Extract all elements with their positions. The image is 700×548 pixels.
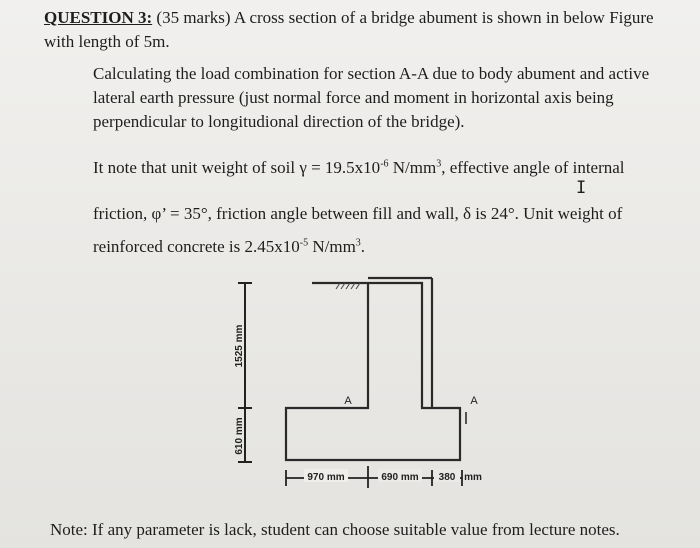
concrete-unit-exponent: 3 (355, 237, 361, 249)
dim-label-970: 970 mm (307, 472, 345, 483)
dim-label-unit: mm (464, 472, 482, 483)
question-number: QUESTION 3: (44, 8, 153, 27)
soil-text-1: It note that unit weight of soil γ = 19.5x10 (93, 158, 381, 177)
paragraph-friction: friction, φ’ = 35°, friction angle between fill and wall, δ is 24°. Unit weight of (93, 204, 623, 223)
note-text: Note: If any parameter is lack, student can choose suitable value from lecture notes. (50, 520, 620, 539)
soil-text-3: , effective angle of internal (441, 158, 625, 177)
concrete-text-1: reinforced concrete is 2.45x10 (93, 237, 300, 256)
abutment-outline (286, 283, 460, 460)
concrete-text-3: . (360, 237, 366, 256)
dim-label-690: 690 mm (381, 472, 419, 483)
concrete-text-2: N/mm (308, 237, 356, 256)
dim-label-1525: 1525 mm (234, 324, 245, 368)
question-intro: (35 marks) A cross section of a bridge abument is shown in below Figure with length of 5m. (44, 8, 654, 51)
concrete-exponent: -5 (299, 237, 309, 249)
paragraph-load-combination: Calculating the load combination for section A-A due to body abument and active lateral earth pressure (just normal force and moment in horizontal axis being perpendicular to longitudional direction of the bridge). (93, 64, 650, 131)
section-label-right: A (470, 395, 478, 407)
soil-exponent: -6 (380, 158, 389, 170)
dim-label-380: 380 (438, 472, 456, 483)
text-cursor-icon: I (576, 178, 587, 198)
section-label-left: A (344, 395, 352, 407)
dim-label-610: 610 mm (234, 417, 245, 455)
soil-unit-exponent: 3 (436, 158, 442, 170)
soil-text-2: N/mm (388, 158, 437, 177)
